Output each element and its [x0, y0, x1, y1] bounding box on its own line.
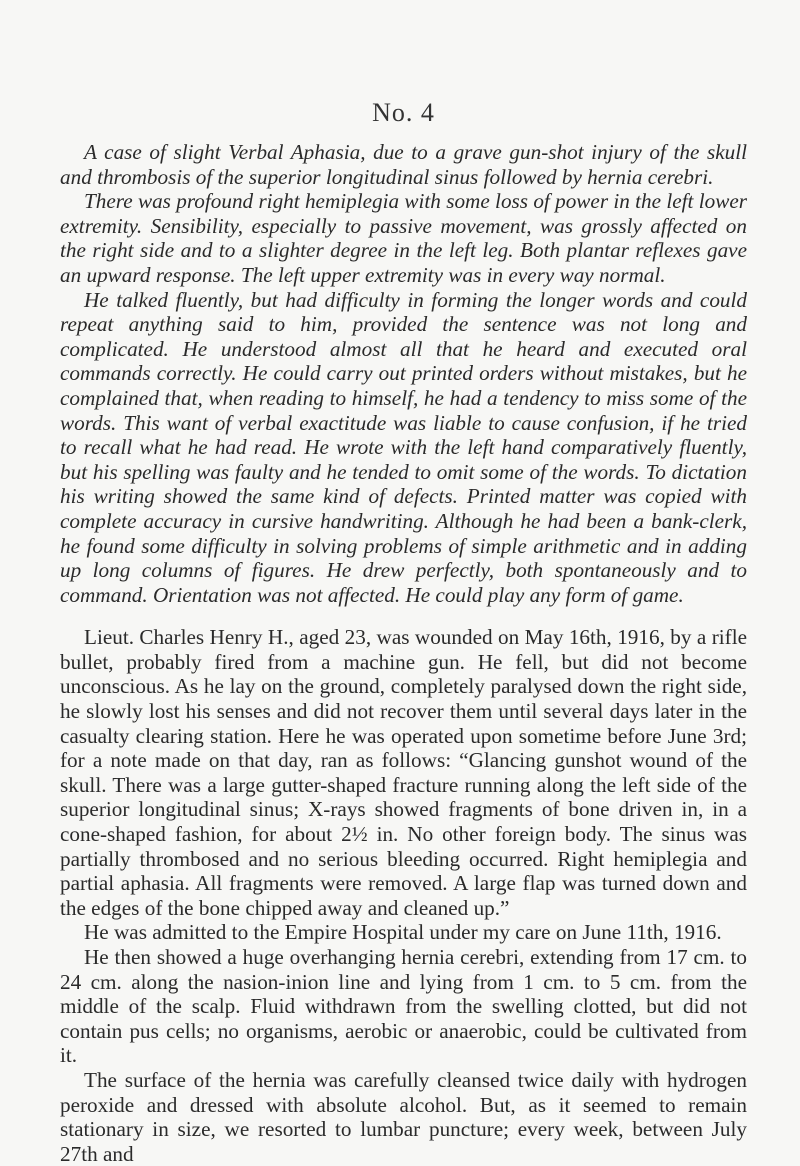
page-heading: No. 4 — [372, 98, 435, 127]
body-paragraph: He was admitted to the Empire Hospital under my care on June 11th, 1916. — [84, 920, 722, 945]
body-paragraph: Lieut. Charles Henry H., aged 23, was wounded on May 16th, 1916, by a rifle bullet, probably fired from a machine gun. He fell, but did not become unconscious. As he lay on the ground, completely paralysed down the right side, he slowly lost his senses and did not recover them until several days later in the casualty clearing station. Here he was operated upon sometime before June 3rd; for a note made on that day, ran as follows: “Glancing gunshot wound of the skull. There was a large gutter-shaped fracture running along the left side of the superior longitudinal sinus; X-rays showed fragments of bone driven in, in a cone-shaped fashion, for about 2½ in. No other foreign body. The sinus was partially thrombosed and no serious bleeding occurred. Right hemiplegia and partial aphasia. All fragments were removed. A large flap was turned down and the edges of the bone chipped away and cleaned up.” — [60, 625, 747, 920]
body-paragraph: He then showed a huge overhanging hernia cerebri, extending from 17 cm. to 24 cm. along the nasion-inion line and lying from 1 cm. to 5 cm. from the middle of the scalp. Fluid withdrawn from the swelling clotted, but did not contain pus cells; no organisms, aerobic or anaerobic, could be cultivated from it. — [60, 945, 747, 1068]
summary-paragraph: There was profound right hemiplegia with some loss of power in the left lower extremity. Sensibility, especially to passive movement, was grossly affected on the right side and to a slighter degree in the left leg. Both plantar reflexes gave an upward response. The left upper extremity was in every way normal. — [60, 189, 747, 287]
body-paragraph: The surface of the hernia was carefully cleansed twice daily with hydrogen peroxide and dressed with absolute alcohol. But, as it seemed to remain stationary in size, we resorted to lumbar puncture; every week, between July 27th and — [60, 1067, 747, 1166]
case-summary — [60, 140, 747, 607]
case-narrative — [60, 625, 747, 1166]
document-page — [60, 98, 747, 1166]
summary-paragraph: He talked fluently, but had difficulty in forming the longer words and could repeat anything said to him, provided the sentence was not long and complicated. He understood almost all that he heard and executed oral commands correctly. He could carry out printed orders without mistakes, but he complained that, when reading to himself, he had a tendency to miss some of the words. This want of verbal exactitude was liable to cause confusion, if he tried to recall what he had read. He wrote with the left hand comparatively fluently, but his spelling was faulty and he tended to omit some of the words. To dictation his writing showed the same kind of defects. Printed matter was copied with complete accuracy in cursive handwriting. Although he had been a bank-clerk, he found some difficulty in solving problems of simple arithmetic and in adding up long columns of figures. He drew perfectly, both spontaneously and to command. Orientation was not affected. He could play any form of game. — [60, 287, 747, 607]
summary-paragraph: A case of slight Verbal Aphasia, due to a grave gun-shot injury of the skull and thrombosis of the superior longitudinal sinus followed by hernia cerebri. — [60, 140, 747, 189]
